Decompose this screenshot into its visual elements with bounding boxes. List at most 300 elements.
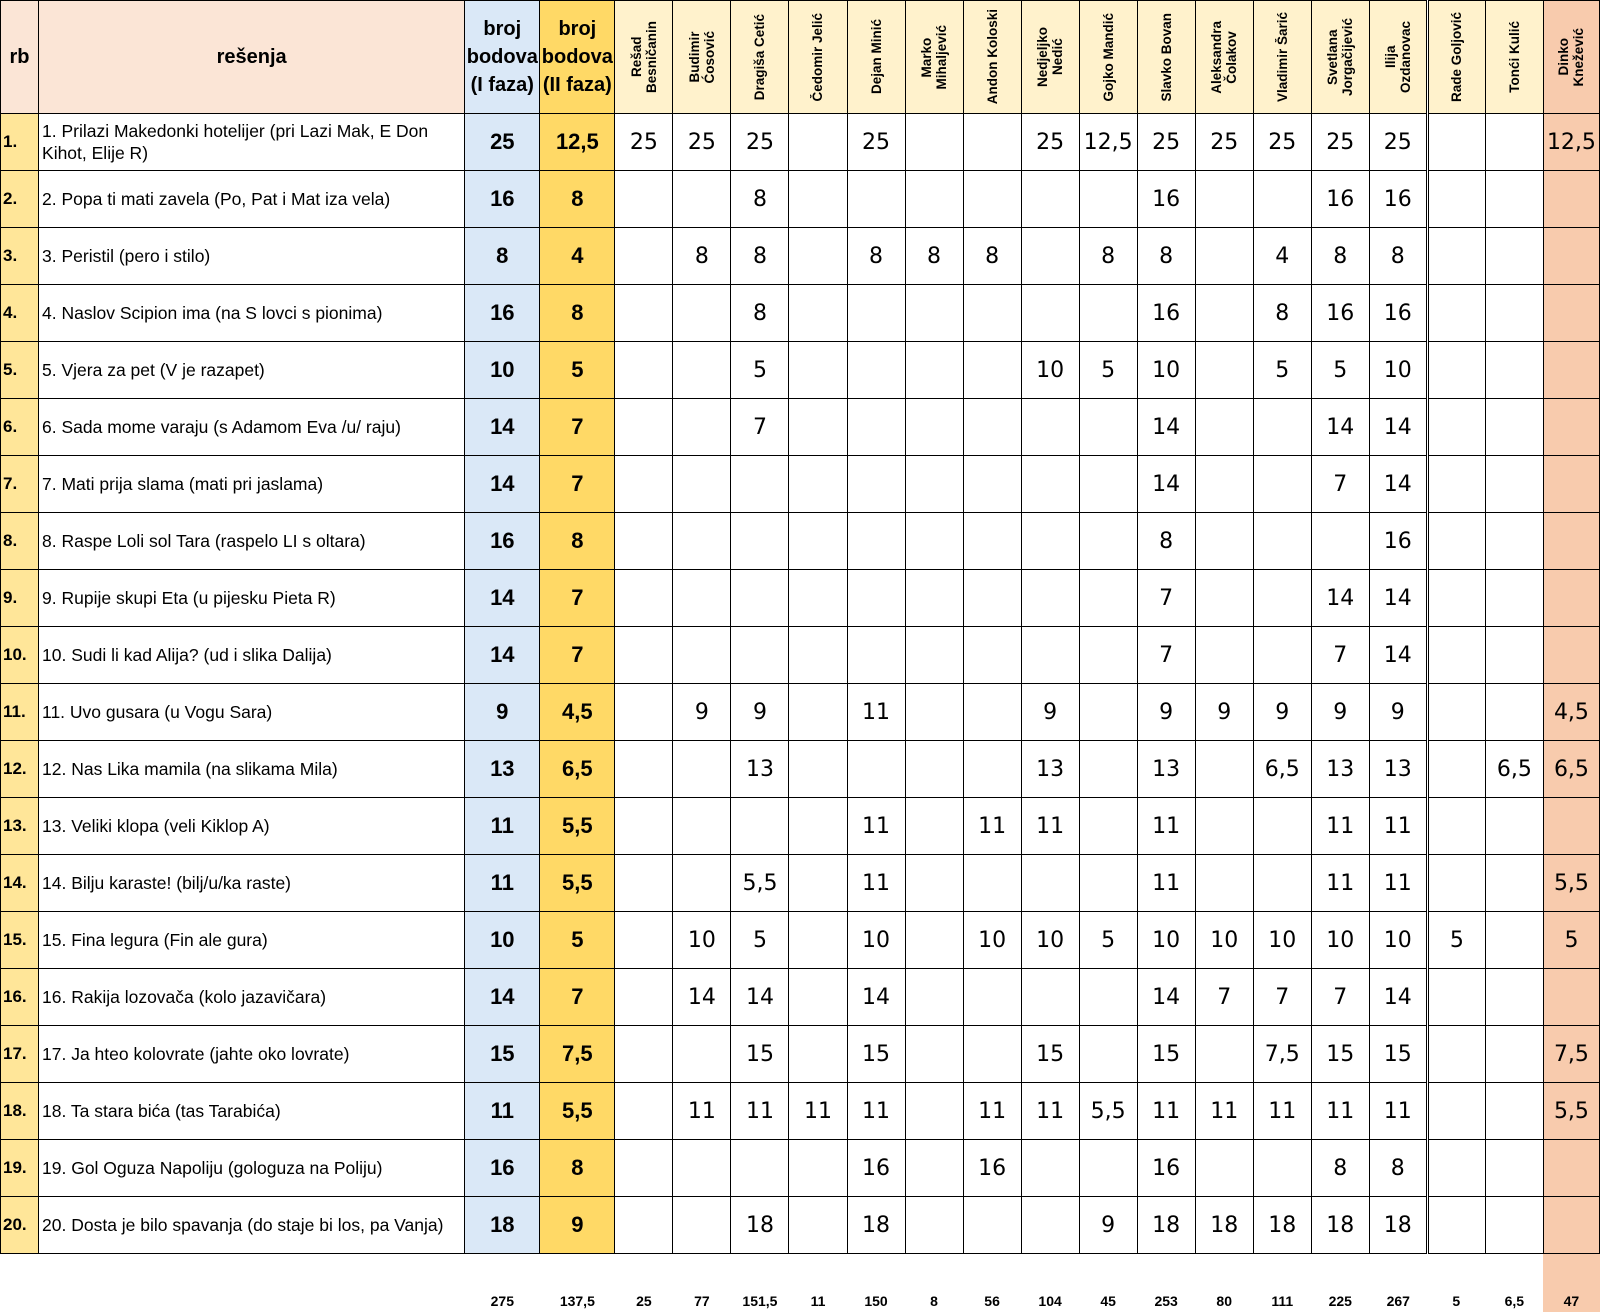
contestant-name: Nedjeljko Nedić [1035,27,1065,87]
contestant-score [1021,1197,1079,1254]
contestant-score: 5 [1253,342,1311,399]
contestant-score: 4,5 [1543,684,1599,741]
contestant-total: 77 [673,1254,731,1312]
points-phase1-header-line: bodova [465,43,539,71]
contestant-header-wrap [848,1,905,113]
contestant-score [789,456,847,513]
contestant-score: 8 [731,228,789,285]
contestant-score [1195,798,1253,855]
contestant-name: Rešad Besničanin [629,21,659,93]
contestant-score: 11 [1369,1083,1427,1140]
contestant-score [1427,171,1485,228]
solution-text: 13. Veliki klopa (veli Kiklop A) [39,798,465,855]
table-row [1,570,1600,627]
contestant-score [1079,798,1137,855]
contestant-score [963,1197,1021,1254]
contestant-score [615,1140,673,1197]
contestant-score [1427,399,1485,456]
contestant-score: 18 [1137,1197,1195,1254]
contestant-header [673,1,731,114]
points-phase2: 6,5 [540,741,615,798]
solution-text: 12. Nas Lika mamila (na slikama Mila) [39,741,465,798]
table-row [1,456,1600,513]
contestant-score: 5 [731,342,789,399]
contestant-score [673,1026,731,1083]
contestant-score [1485,1026,1543,1083]
solution-text: 11. Uvo gusara (u Vogu Sara) [39,684,465,741]
contestant-score [673,285,731,342]
contestant-score [963,456,1021,513]
contestant-score [1021,399,1079,456]
points-phase2-header-line: (II faza) [540,71,614,99]
points-phase1: 11 [465,798,540,855]
contestant-score [615,1026,673,1083]
solution-text: 16. Rakija lozovača (kolo jazavičara) [39,969,465,1026]
contestant-score [1485,1197,1543,1254]
contestant-score: 11 [1021,798,1079,855]
contestant-score [1485,285,1543,342]
contestant-score [847,741,905,798]
points-phase1: 18 [465,1197,540,1254]
contestant-score: 13 [1137,741,1195,798]
contestant-score: 15 [1369,1026,1427,1083]
contestant-score [1427,684,1485,741]
contestant-score [1079,1140,1137,1197]
contestant-score [789,570,847,627]
contestant-score: 25 [1021,114,1079,171]
contestant-score [1079,855,1137,912]
contestant-score: 7 [1311,456,1369,513]
contestant-score [847,627,905,684]
contestant-header-wrap [789,1,846,113]
contestant-score [789,342,847,399]
contestant-score: 18 [731,1197,789,1254]
contestant-header-wrap [673,1,730,113]
contestant-header-wrap [906,1,963,113]
contestant-score [789,912,847,969]
contestant-score: 14 [1369,399,1427,456]
contestant-score [1021,1140,1079,1197]
contestant-score: 10 [1253,912,1311,969]
contestant-score [1485,228,1543,285]
contestant-score: 12,5 [1079,114,1137,171]
contestant-score [789,228,847,285]
contestant-score [1543,513,1599,570]
solution-text: 4. Naslov Scipion ima (na S lovci s pionima) [39,285,465,342]
contestant-score [1195,1140,1253,1197]
total-phase2: 137,5 [540,1254,615,1312]
contestant-name: Andon Koloski [985,9,1000,104]
contestant-score: 8 [1137,228,1195,285]
contestant-score: 10 [1137,342,1195,399]
contestant-score: 11 [731,1083,789,1140]
contestant-score: 8 [1137,513,1195,570]
contestant-score: 8 [673,228,731,285]
contestant-score [615,627,673,684]
contestant-score [1427,741,1485,798]
points-phase1: 10 [465,912,540,969]
contestant-header [1195,1,1253,114]
contestant-score [673,570,731,627]
contestant-score [905,969,963,1026]
contestant-score [1253,1140,1311,1197]
contestant-score [731,1140,789,1197]
contestant-total: 5 [1427,1254,1485,1312]
contestant-score: 11 [1369,855,1427,912]
contestant-score: 14 [1137,456,1195,513]
contestant-score [1543,1140,1599,1197]
contestant-score: 7,5 [1543,1026,1599,1083]
contestant-total: 47 [1543,1254,1599,1312]
contestant-score [963,684,1021,741]
contestant-score: 16 [1137,171,1195,228]
contestant-score [1079,456,1137,513]
contestant-name: Čedomir Jelić [810,13,825,102]
contestant-score [963,513,1021,570]
contestant-score: 15 [1137,1026,1195,1083]
contestant-score [1253,171,1311,228]
contestant-name: Dinko Knežević [1556,28,1586,87]
contestant-score: 11 [847,684,905,741]
contestant-score: 25 [615,114,673,171]
contestant-score [789,627,847,684]
contestant-score: 18 [1253,1197,1311,1254]
contestant-header [963,1,1021,114]
row-number: 20. [1,1197,39,1254]
points-phase1: 16 [465,1140,540,1197]
contestant-score [673,456,731,513]
points-phase1: 13 [465,741,540,798]
contestant-score [1021,228,1079,285]
points-phase2: 5,5 [540,798,615,855]
contestant-score: 18 [847,1197,905,1254]
contestant-score: 7 [1137,570,1195,627]
contestant-score [673,855,731,912]
contestant-score [1079,741,1137,798]
rb-header: rb [1,1,39,114]
contestant-score [1485,627,1543,684]
contestant-score [1195,1026,1253,1083]
contestant-score: 5,5 [731,855,789,912]
points-phase2: 7,5 [540,1026,615,1083]
contestant-score [1427,627,1485,684]
contestant-score [1427,1197,1485,1254]
contestant-score: 10 [1137,912,1195,969]
contestant-score: 25 [847,114,905,171]
contestant-score [1253,513,1311,570]
contestant-score: 5,5 [1543,855,1599,912]
contestant-score [963,114,1021,171]
contestant-total: 6,5 [1485,1254,1543,1312]
contestant-score: 11 [673,1083,731,1140]
contestant-score [905,684,963,741]
contestant-score [1021,627,1079,684]
contestant-score [615,399,673,456]
contestant-score [1079,399,1137,456]
contestant-score: 14 [1369,627,1427,684]
contestant-score: 7 [1253,969,1311,1026]
points-phase2: 7 [540,969,615,1026]
contestant-header-wrap [731,1,788,113]
contestant-score: 11 [963,1083,1021,1140]
contestant-score: 11 [963,798,1021,855]
solution-text: 5. Vjera za pet (V je razapet) [39,342,465,399]
contestant-score [731,798,789,855]
table-row [1,228,1600,285]
row-number: 1. [1,114,39,171]
contestant-header [1311,1,1369,114]
contestant-score: 10 [1369,912,1427,969]
row-number: 12. [1,741,39,798]
contestant-header [731,1,789,114]
contestant-score [905,1140,963,1197]
contestant-score [615,798,673,855]
contestant-score [1543,399,1599,456]
contestant-score: 5,5 [1079,1083,1137,1140]
contestant-score: 14 [847,969,905,1026]
contestant-score: 13 [1369,741,1427,798]
contestant-score: 11 [1137,798,1195,855]
contestant-score [789,969,847,1026]
contestant-score [1485,684,1543,741]
table-row [1,1026,1600,1083]
contestant-score: 16 [1369,171,1427,228]
contestant-header-wrap [1138,1,1195,113]
points-phase1: 14 [465,399,540,456]
points-phase2: 5 [540,342,615,399]
contestant-header [615,1,673,114]
contestant-score: 15 [847,1026,905,1083]
table-row [1,399,1600,456]
contestant-score [789,798,847,855]
contestant-score [963,855,1021,912]
contestant-score [615,855,673,912]
contestant-score [615,228,673,285]
contestant-score [789,285,847,342]
points-phase1: 25 [465,114,540,171]
contestant-score [615,171,673,228]
contestant-score [1485,1140,1543,1197]
contestant-score [1485,171,1543,228]
contestant-score [1195,570,1253,627]
contestant-score [1485,912,1543,969]
contestant-header [1079,1,1137,114]
contestant-score [905,741,963,798]
contestant-score: 11 [1137,855,1195,912]
contestant-score [673,798,731,855]
contestant-score [615,969,673,1026]
contestant-score: 10 [1311,912,1369,969]
contestant-score [963,399,1021,456]
contestant-name: Dragiša Cetić [752,14,767,100]
contestant-score [1485,855,1543,912]
contestant-score: 14 [673,969,731,1026]
contestant-name: Gojko Mandić [1101,13,1116,102]
contestant-header-wrap [1022,1,1079,113]
contestant-score: 6,5 [1485,741,1543,798]
contestant-score: 7 [1311,969,1369,1026]
contestant-score: 8 [1369,1140,1427,1197]
contestant-score: 11 [847,798,905,855]
contestant-score: 25 [1311,114,1369,171]
contestant-score [1543,969,1599,1026]
points-phase1: 14 [465,570,540,627]
contestant-score [1427,114,1485,171]
contestant-score [1427,1026,1485,1083]
contestant-score: 11 [1311,798,1369,855]
contestant-score: 11 [1137,1083,1195,1140]
contestant-score [1021,171,1079,228]
contestant-score [1079,684,1137,741]
contestant-name: Marko Mihaljević [919,25,949,90]
contestant-score [1543,798,1599,855]
points-phase1-header-line: broj [465,15,539,43]
contestant-score [615,684,673,741]
points-phase1: 11 [465,855,540,912]
contestant-header-wrap [1196,1,1253,113]
contestant-total: 80 [1195,1254,1253,1312]
contestant-score [731,456,789,513]
contestant-score: 8 [963,228,1021,285]
contestant-header-wrap [1370,1,1426,113]
contestant-score [847,342,905,399]
contestant-score: 14 [1311,399,1369,456]
contestant-score [1485,1083,1543,1140]
contestant-score [1195,456,1253,513]
row-number: 2. [1,171,39,228]
contestant-score: 8 [731,285,789,342]
contestant-score: 14 [1369,570,1427,627]
table-row [1,171,1600,228]
contestant-score [789,855,847,912]
contestant-score [1021,456,1079,513]
contestant-score [673,513,731,570]
row-number: 15. [1,912,39,969]
contestant-name: Budimir Ćosović [687,31,717,84]
contestant-score [1427,513,1485,570]
solution-text: 15. Fina legura (Fin ale gura) [39,912,465,969]
solution-text: 9. Rupije skupi Eta (u pijesku Pieta R) [39,570,465,627]
contestant-score [963,285,1021,342]
contestant-score [1485,969,1543,1026]
contestant-score: 9 [1021,684,1079,741]
contestant-header [1543,1,1599,114]
contestant-score [789,171,847,228]
contestant-score [789,513,847,570]
contestant-header [789,1,847,114]
contestant-score: 4 [1253,228,1311,285]
contestant-score [1079,171,1137,228]
contestant-score: 16 [1311,171,1369,228]
solution-text: 6. Sada mome varaju (s Adamom Eva /u/ raju) [39,399,465,456]
totals-empty [1,1254,39,1312]
points-phase1: 10 [465,342,540,399]
contestant-score [1485,513,1543,570]
contestant-total: 45 [1079,1254,1137,1312]
contestant-score [1427,1083,1485,1140]
row-number: 3. [1,228,39,285]
points-phase1: 16 [465,513,540,570]
contestant-score: 5 [1311,342,1369,399]
row-number: 18. [1,1083,39,1140]
contestant-score [1253,570,1311,627]
table-row [1,798,1600,855]
row-number: 13. [1,798,39,855]
contestant-score [1021,513,1079,570]
contestant-score: 25 [1369,114,1427,171]
table-row [1,684,1600,741]
contestant-score [963,171,1021,228]
contestant-score: 10 [1369,342,1427,399]
contestant-score [1079,969,1137,1026]
contestant-score [905,285,963,342]
contestant-score [1311,513,1369,570]
contestant-score: 15 [1311,1026,1369,1083]
contestant-score [615,285,673,342]
contestant-score [1427,570,1485,627]
contestant-score: 9 [1137,684,1195,741]
contestant-score [1195,741,1253,798]
contestant-score [1543,456,1599,513]
solution-text: 14. Bilju karaste! (bilj/u/ka raste) [39,855,465,912]
points-phase2-header-line: bodova [540,43,614,71]
contestant-score [847,399,905,456]
points-phase2: 4 [540,228,615,285]
contestant-score: 11 [1311,1083,1369,1140]
totals-row [1,1254,1600,1312]
row-number: 14. [1,855,39,912]
contestant-score [789,1026,847,1083]
points-phase2: 7 [540,570,615,627]
contestant-header-wrap [1429,1,1485,113]
contestant-name: Ilija Ozdanovac [1383,21,1413,93]
contestant-score: 16 [1369,513,1427,570]
table-row [1,627,1600,684]
contestant-score [905,570,963,627]
solution-text: 18. Ta stara bića (tas Tarabića) [39,1083,465,1140]
contestant-score [1195,228,1253,285]
contestant-total: 151,5 [731,1254,789,1312]
contestant-header [1137,1,1195,114]
contestant-score [673,342,731,399]
contestant-score [731,627,789,684]
contestant-score [1485,456,1543,513]
table-row [1,855,1600,912]
table-row [1,114,1600,171]
contestant-score: 25 [1195,114,1253,171]
contestant-score [1195,627,1253,684]
contestant-score [1253,627,1311,684]
contestant-score [1543,171,1599,228]
contestant-score [615,741,673,798]
contestant-header [1253,1,1311,114]
points-phase2: 8 [540,1140,615,1197]
contestant-score: 25 [731,114,789,171]
contestant-score: 14 [1137,969,1195,1026]
contestant-score [1195,171,1253,228]
contestant-score: 13 [1021,741,1079,798]
contestant-score: 11 [1311,855,1369,912]
contestant-score: 6,5 [1543,741,1599,798]
contestant-score: 8 [1311,228,1369,285]
contestant-score [1427,1140,1485,1197]
table-row [1,1140,1600,1197]
contestant-score [615,1197,673,1254]
contestant-score [1195,513,1253,570]
contestant-score: 14 [1369,456,1427,513]
contestant-name: Rade Goljović [1449,12,1464,102]
row-number: 4. [1,285,39,342]
